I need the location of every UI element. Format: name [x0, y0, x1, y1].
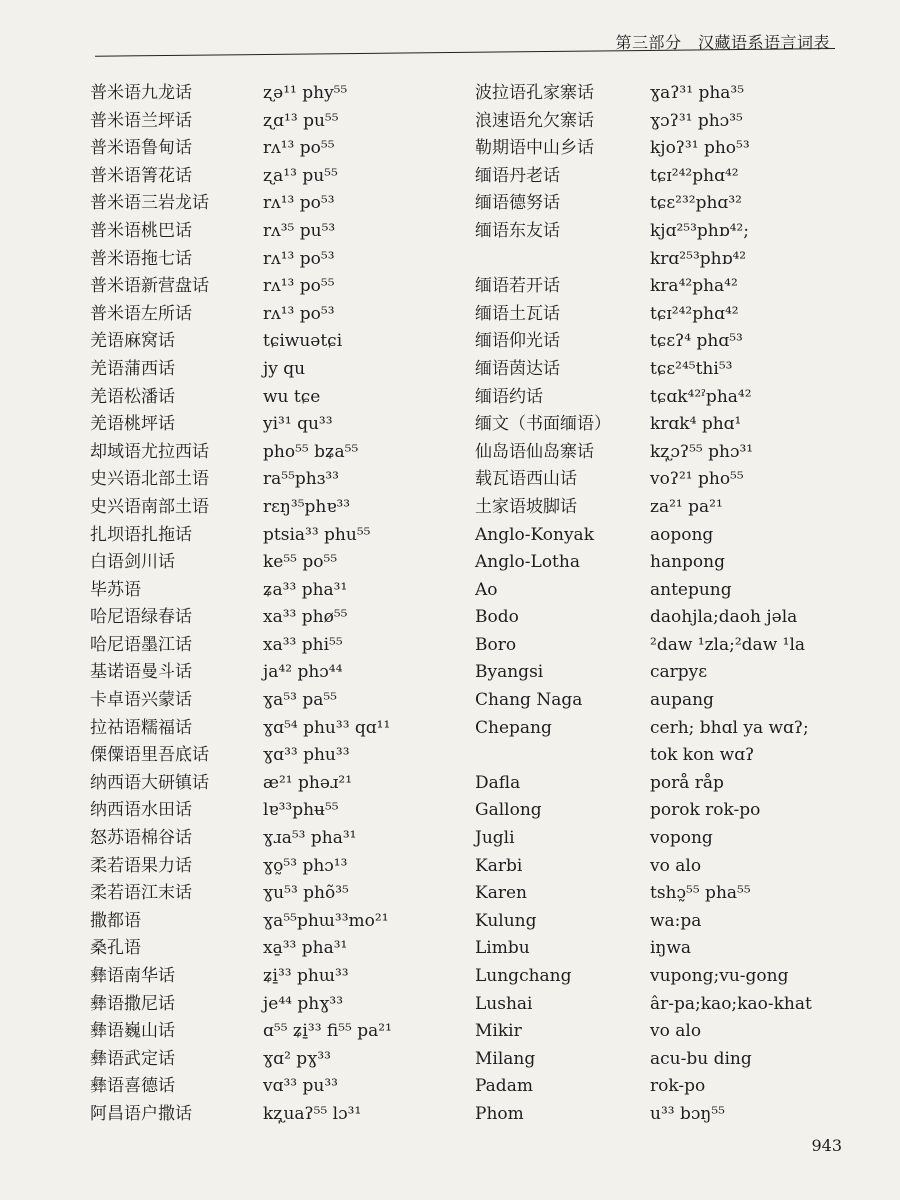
language-name: Chepang — [475, 717, 552, 738]
word-form: xa̱³³ pha³¹ — [263, 938, 348, 959]
word-form: wa:pa — [650, 910, 702, 931]
word-form: vo alo — [650, 855, 702, 876]
word-form: ²daw ¹zla;²daw ¹la — [650, 634, 806, 655]
lexicon-row — [475, 494, 875, 522]
language-name: 普米语左所话 — [90, 303, 192, 324]
lexicon-row — [475, 742, 875, 770]
word-form: lɐ³³phʉ⁵⁵ — [263, 800, 339, 821]
language-name: Kulung — [475, 910, 537, 931]
lexicon-row — [68, 108, 468, 136]
word-form: vɑ³³ pu³³ — [263, 1076, 338, 1097]
lexicon-row — [475, 632, 875, 660]
word-form: carpyɛ — [650, 662, 708, 683]
language-name: Karbi — [475, 855, 523, 876]
language-name: Boro — [475, 634, 517, 655]
language-name: Phom — [475, 1103, 524, 1124]
language-name: 阿昌语户撒话 — [90, 1103, 192, 1124]
word-form: tɕɛ²³²phɑ³² — [650, 193, 742, 214]
lexicon-row — [475, 108, 875, 136]
lexicon-row — [68, 604, 468, 632]
language-name: 普米语九龙话 — [90, 83, 192, 103]
language-name: 彝语武定话 — [90, 1048, 175, 1069]
lexicon-row — [475, 163, 875, 191]
language-name: 彝语喜德话 — [90, 1076, 175, 1097]
language-name: 毕苏语 — [90, 579, 141, 600]
lexicon-row — [68, 908, 468, 936]
language-name: Milang — [475, 1048, 536, 1069]
word-form: kjɑ²⁵³phɒ⁴²; — [650, 220, 749, 241]
word-form: iŋwa — [650, 938, 692, 959]
lexicon-row — [475, 687, 875, 715]
language-name: 拉祜语糯福话 — [90, 717, 192, 738]
word-form: rʌ¹³ po⁵⁵ — [263, 138, 335, 159]
language-name: 普米语鲁甸话 — [90, 138, 192, 159]
language-name: 柔若语果力话 — [90, 855, 192, 876]
language-name: 傈僳语里吾底话 — [90, 745, 209, 766]
word-form: ɣɑ³³ phu³³ — [263, 745, 350, 766]
language-name: Anglo-Konyak — [475, 524, 594, 545]
language-name: Anglo-Lotha — [475, 552, 580, 573]
lexicon-row — [68, 632, 468, 660]
lexicon-row — [475, 80, 875, 108]
word-form: pho⁵⁵ bʑa⁵⁵ — [263, 441, 359, 462]
word-form: za²¹ pa²¹ — [650, 496, 723, 517]
lexicon-row — [68, 880, 468, 908]
language-name: 羌语松潘话 — [90, 386, 175, 407]
language-name: Mikir — [475, 1021, 522, 1042]
lexicon-row — [68, 1046, 468, 1074]
word-form: rok-po — [650, 1076, 706, 1097]
lexicon-row — [475, 301, 875, 329]
word-form: kjoʔ³¹ pho⁵³ — [650, 138, 750, 159]
lexicon-row — [68, 163, 468, 191]
lexicon-row — [68, 273, 468, 301]
lexicon-row — [68, 439, 468, 467]
lexicon-row — [68, 742, 468, 770]
language-name: 普米语桃巴话 — [90, 220, 192, 241]
word-form: tɕɪ²⁴²phɑ⁴² — [650, 165, 739, 186]
word-form: tshɔ̰⁵⁵ pha⁵⁵ — [650, 883, 751, 904]
lexicon-row — [68, 853, 468, 881]
language-name: 却域语尤拉西话 — [90, 441, 209, 462]
word-form: rʌ¹³ po⁵³ — [263, 248, 335, 269]
word-form: ʐə¹¹ phy⁵⁵ — [263, 83, 348, 103]
word-form: acu-bu ding — [650, 1048, 752, 1069]
lexicon-row — [68, 328, 468, 356]
language-name: 缅语东友话 — [475, 220, 560, 241]
word-form: xa³³ phø⁵⁵ — [263, 607, 348, 628]
lexicon-row — [475, 549, 875, 577]
lexicon-row — [68, 991, 468, 1019]
lexicon-row — [475, 466, 875, 494]
lexicon-row — [68, 825, 468, 853]
word-form: aopong — [650, 524, 714, 545]
lexicon-row — [475, 880, 875, 908]
word-form: wu tɕe — [263, 386, 321, 407]
lexicon-row — [475, 384, 875, 412]
lexicon-row — [475, 439, 875, 467]
word-form: ja⁴² phɔ⁴⁴ — [263, 662, 343, 683]
language-name: 彝语南华话 — [90, 966, 175, 986]
lexicon-row — [68, 1018, 468, 1046]
lexicon-row — [68, 797, 468, 825]
lexicon-row — [68, 577, 468, 605]
language-name: Ao — [475, 579, 498, 600]
word-form: ɣɹa⁵³ pha³¹ — [263, 828, 357, 849]
lexicon-row — [475, 604, 875, 632]
lexicon-row — [475, 218, 875, 246]
word-form: voʔ²¹ pho⁵⁵ — [650, 469, 744, 490]
lexicon-row — [68, 715, 468, 743]
lexicon-row — [68, 522, 468, 550]
lexicon-row — [68, 935, 468, 963]
language-name: 浪速语允欠寨话 — [475, 110, 594, 131]
word-form: cerh; bhɑl ya wɑʔ; — [650, 717, 809, 738]
word-form: kʐ̩uaʔ⁵⁵ lɔ³¹ — [263, 1103, 362, 1124]
language-name: 怒苏语棉谷话 — [90, 828, 192, 849]
word-form: jy qu — [263, 358, 306, 379]
word-form: ɣɑ⁵⁴ phu³³ qɑ¹¹ — [263, 717, 391, 738]
language-name: 缅语约话 — [475, 386, 543, 407]
lexicon-row — [475, 935, 875, 963]
word-form: ʐa¹³ pu⁵⁵ — [263, 165, 338, 186]
language-name: 羌语麻窝话 — [90, 331, 175, 352]
language-name: 普米语拖七话 — [90, 248, 192, 269]
language-name: 缅语茵达话 — [475, 358, 560, 379]
language-name: 缅语仰光话 — [475, 331, 560, 352]
word-form: ʑa³³ pha³¹ — [263, 579, 348, 600]
language-name: 缅语丹老话 — [475, 165, 560, 186]
word-form: ʑi̱³³ phɯ³³ — [263, 966, 349, 986]
lexicon-row — [68, 190, 468, 218]
language-name: 普米语新营盘话 — [90, 276, 209, 297]
word-form: daohjla;daoh jəla — [650, 607, 798, 628]
word-form: æ²¹ phəɹ²¹ — [263, 772, 353, 793]
language-name: 卡卓语兴蒙话 — [90, 690, 192, 711]
language-name: 白语剑川话 — [90, 552, 175, 573]
word-form: ɣo̰⁵³ phɔ¹³ — [263, 855, 348, 876]
word-form: ra⁵⁵phɜ³³ — [263, 469, 340, 490]
language-name: 羌语桃坪话 — [90, 414, 175, 435]
language-name: 缅语德努话 — [475, 193, 560, 214]
lexicon-row — [68, 135, 468, 163]
word-form: ɣaʔ³¹ pha³⁵ — [650, 83, 745, 103]
language-name: 缅文（书面缅语） — [475, 414, 611, 435]
lexicon-row — [68, 384, 468, 412]
language-name: 史兴语南部土语 — [90, 496, 209, 517]
word-form: rʌ¹³ po⁵³ — [263, 193, 335, 214]
word-form: tɕiwuətɕi — [263, 331, 343, 352]
language-name: 羌语蒲西话 — [90, 358, 175, 379]
language-name: 柔若语江末话 — [90, 883, 192, 904]
language-name: 普米语兰坪话 — [90, 110, 192, 131]
lexicon-row — [475, 1073, 875, 1101]
lexicon-row — [68, 549, 468, 577]
language-name: Lungchang — [475, 966, 572, 986]
language-name: Dafla — [475, 772, 521, 793]
lexicon-row — [68, 301, 468, 329]
lexicon-row — [475, 908, 875, 936]
language-name: 哈尼语墨江话 — [90, 634, 192, 655]
word-form: ɣu⁵³ phõ³⁵ — [263, 883, 349, 904]
language-name: Limbu — [475, 938, 530, 959]
word-form: porok rok-po — [650, 800, 761, 821]
word-form: tok kon wɑʔ — [650, 745, 755, 766]
page-number: 943 — [811, 1136, 842, 1155]
lexicon-row — [68, 466, 468, 494]
lexicon-row — [475, 825, 875, 853]
word-form: kra⁴²pha⁴² — [650, 276, 738, 297]
language-name: 载瓦语西山话 — [475, 469, 577, 490]
lexicon-row — [475, 328, 875, 356]
word-form: yi³¹ qu³³ — [263, 414, 333, 435]
language-name: 哈尼语绿春话 — [90, 607, 192, 628]
lexicon-row — [475, 1018, 875, 1046]
lexicon-row — [68, 1101, 468, 1129]
word-form: antepung — [650, 579, 732, 600]
word-form: ptsia³³ phu⁵⁵ — [263, 524, 371, 545]
word-form: tɕɛʔ⁴ phɑ⁵³ — [650, 331, 743, 352]
word-form: tɕɑk⁴²ˀpha⁴² — [650, 386, 752, 407]
word-form: hanpong — [650, 552, 725, 573]
word-form: ɣɔʔ³¹ phɔ³⁵ — [650, 110, 743, 131]
running-header: 第三部分 汉藏语系语言词表 — [615, 33, 830, 52]
word-form: rʌ¹³ po⁵⁵ — [263, 276, 335, 297]
word-form: je⁴⁴ phɣ³³ — [263, 993, 344, 1014]
word-form: vopong — [650, 828, 713, 849]
lexicon-row — [475, 1101, 875, 1129]
language-name: Padam — [475, 1076, 533, 1097]
language-name: Bodo — [475, 607, 519, 628]
word-form: ke⁵⁵ po⁵⁵ — [263, 552, 338, 573]
language-name: Karen — [475, 883, 527, 904]
word-form: vupong;vu-gong — [650, 966, 789, 986]
word-form: rʌ³⁵ pu⁵³ — [263, 220, 336, 241]
word-form: kʐ̩ɔʔ⁵⁵ phɔ³¹ — [650, 441, 754, 462]
lexicon-row — [68, 218, 468, 246]
lexicon-row — [475, 715, 875, 743]
language-name: 土家语坡脚话 — [475, 496, 577, 517]
word-form: ɣa⁵⁵phɯ³³mo²¹ — [263, 910, 389, 931]
language-name: 撒都语 — [90, 910, 141, 931]
language-name: 彝语撒尼话 — [90, 993, 175, 1014]
language-name: 扎坝语扎拖话 — [90, 524, 192, 545]
left-column — [68, 80, 468, 1129]
lexicon-row — [68, 659, 468, 687]
lexicon-row — [475, 273, 875, 301]
lexicon-row — [475, 963, 875, 991]
lexicon-row — [475, 411, 875, 439]
lexicon-row — [68, 687, 468, 715]
word-form: tɕɪ²⁴²phɑ⁴² — [650, 303, 739, 324]
word-form: krɑk⁴ phɑ¹ — [650, 414, 742, 435]
lexicon-row — [68, 356, 468, 384]
lexicon-row — [475, 246, 875, 274]
right-column — [475, 80, 875, 1129]
lexicon-row — [68, 80, 468, 108]
lexicon-row — [475, 797, 875, 825]
lexicon-row — [475, 522, 875, 550]
word-form: porå råp — [650, 772, 724, 793]
word-form: ɣɑ² pɣ³³ — [263, 1048, 331, 1069]
word-form: rɛŋ³⁵phɐ³³ — [263, 496, 351, 517]
word-form: ʐɑ¹³ pu⁵⁵ — [263, 110, 339, 131]
word-form: tɕɛ²⁴⁵thi⁵³ — [650, 358, 733, 379]
lexicon-row — [68, 770, 468, 798]
lexicon-row — [68, 411, 468, 439]
language-name: Chang Naga — [475, 690, 583, 711]
language-name: 缅语若开话 — [475, 276, 560, 297]
language-name: 纳西语水田话 — [90, 800, 192, 821]
lexicon-row — [475, 770, 875, 798]
word-form: rʌ¹³ po⁵³ — [263, 303, 335, 324]
lexicon-row — [475, 659, 875, 687]
lexicon-row — [68, 246, 468, 274]
language-name: 基诺语曼斗话 — [90, 662, 192, 683]
language-name: 仙岛语仙岛寨话 — [475, 441, 594, 462]
word-form: u³³ bɔŋ⁵⁵ — [650, 1103, 725, 1124]
lexicon-row — [68, 963, 468, 991]
word-form: ɑ⁵⁵ ʑi̱³³ fi⁵⁵ pa²¹ — [263, 1021, 392, 1042]
language-name: 纳西语大研镇话 — [90, 772, 209, 793]
language-name: 普米语三岩龙话 — [90, 193, 209, 214]
language-name: Lushai — [475, 993, 533, 1014]
word-form: aupang — [650, 690, 714, 711]
language-name: 史兴语北部土语 — [90, 469, 209, 490]
word-form: vo alo — [650, 1021, 702, 1042]
language-name: Gallong — [475, 800, 542, 821]
word-form: krɑ²⁵³phɒ⁴² — [650, 248, 747, 269]
language-name: 缅语土瓦话 — [475, 303, 560, 324]
lexicon-row — [475, 853, 875, 881]
lexicon-row — [68, 494, 468, 522]
word-form: xa³³ phi⁵⁵ — [263, 634, 343, 655]
language-name: Jugli — [475, 828, 515, 849]
lexicon-row — [475, 577, 875, 605]
lexicon-row — [68, 1073, 468, 1101]
word-form: ɣa⁵³ pa⁵⁵ — [263, 690, 338, 711]
language-name: 桑孔语 — [90, 938, 141, 959]
language-name: 波拉语孔家寨话 — [475, 83, 594, 103]
lexicon-row — [475, 356, 875, 384]
lexicon-row — [475, 190, 875, 218]
lexicon-row — [475, 1046, 875, 1074]
language-name: 普米语箐花话 — [90, 165, 192, 186]
language-name: Byangsi — [475, 662, 544, 683]
language-name: 勒期语中山乡话 — [475, 138, 594, 159]
word-form: âr-pa;kao;kao-khat — [650, 993, 812, 1014]
lexicon-row — [475, 991, 875, 1019]
lexicon-row — [475, 135, 875, 163]
language-name: 彝语巍山话 — [90, 1021, 175, 1042]
